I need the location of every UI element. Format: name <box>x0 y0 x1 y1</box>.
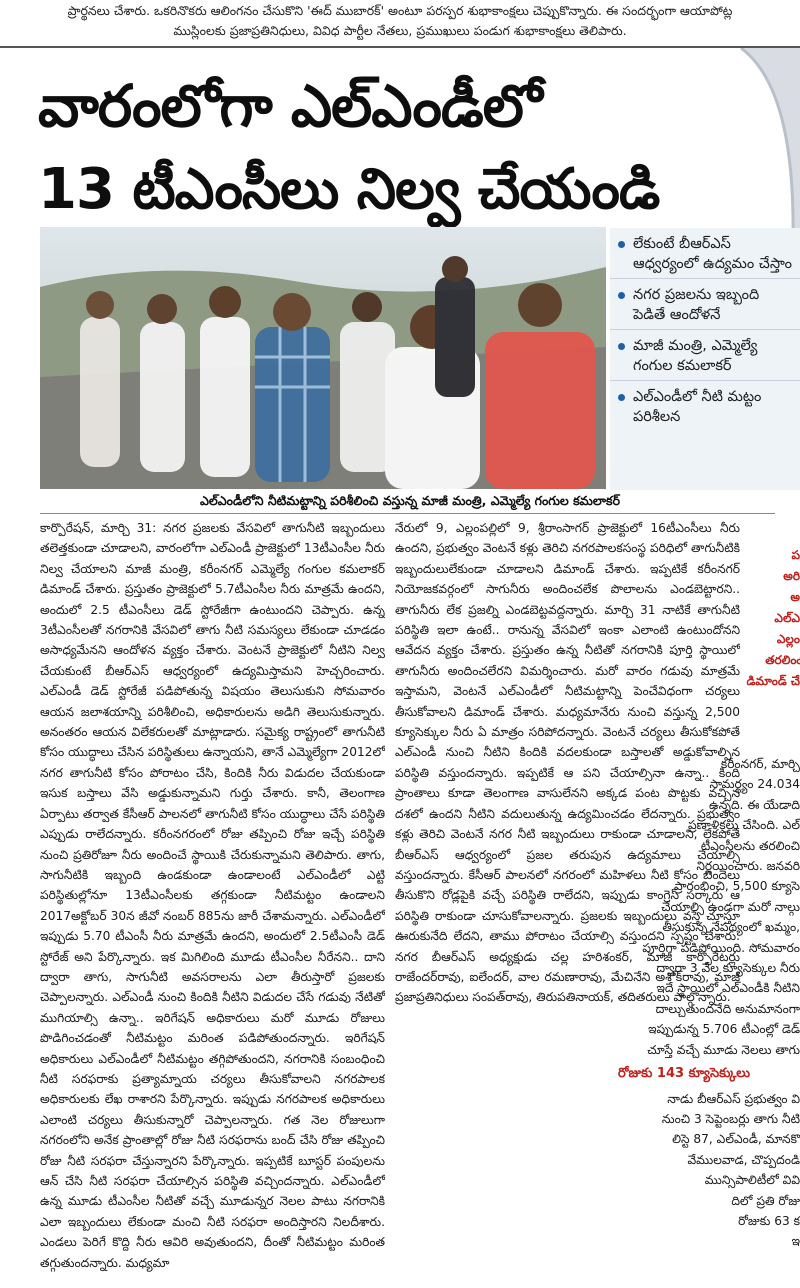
subheading: రోజుకు 143 క్యూసెక్కులు <box>618 1066 751 1082</box>
pull-quote-line: డిమాండ్ చే <box>746 674 800 688</box>
adjacent-line: లిస్టె 87, ఎల్ఎండీ, మానకొ <box>672 1132 800 1147</box>
adjacent-line: నాడు బీఆర్ఎస్ ప్రభుత్వం వి <box>667 1091 800 1106</box>
bullet-icon <box>618 394 625 401</box>
adjacent-line: సామర్థ్యం 24.034 <box>709 777 800 792</box>
headline-line-2: 13 టీఎంసీలు నిల్వ చేయండి <box>38 157 660 222</box>
news-photo <box>40 227 606 489</box>
adjacent-line: ఇ <box>791 1234 800 1249</box>
highlight-item <box>610 330 800 381</box>
highlight-text: నగర ప్రజలను ఇబ్బంది పెడితే ఆందోళనే <box>633 287 760 323</box>
adjacent-line: ద్వారా 3 వేల క్యూసెక్కుల నీరు <box>656 961 800 976</box>
highlight-item <box>610 279 800 330</box>
news-photo-illustration <box>40 227 606 489</box>
adjacent-line: మున్సిపాలిటీలో వివి <box>704 1173 800 1188</box>
adjacent-line: ప్రణాళికలు చేసింది. ఎల్ <box>688 818 800 833</box>
article-column-1 <box>40 518 385 1276</box>
adjacent-line: వేములవాడ, చొప్పదండి <box>687 1152 800 1167</box>
top-strip-line-1: ప్రార్థనలు చేశారు. ఒకరినొకరు ఆలింగనం చేసుకొని 'ఈద్ ముబారక్' అంటూ పరస్పర శుభాకాంక్షలు చెప్పుకొన్నారు. ఈ సందర్భంగా ఆయాపోట్ల <box>67 3 733 18</box>
adjacent-line: నిర్ణయించారు. జనవరి <box>696 859 800 874</box>
highlight-text: ఎల్ఎండీలో నీటి మట్టం పరిశీలన <box>633 389 762 425</box>
bullet-icon <box>618 343 625 350</box>
highlights-box <box>610 228 800 490</box>
adjacent-line: తీసుకున్న నేపథ్యంలో ఖమ్మం, <box>662 920 800 935</box>
adjacent-line: ఉన్నది. ఈ యేడాది <box>709 797 800 812</box>
adjacent-line: ప్రారంభించి, 5,500 క్యూసె <box>673 879 800 894</box>
adjacent-line: ఇప్పుడున్న 5.706 టీఎంల్లో డెడ్ <box>648 1022 800 1037</box>
highlight-text: లేకుంటే బీఆర్ఎస్ ఆధ్వర్యంలో ఉద్యమం చేస్తాం <box>633 236 792 272</box>
article-paragraph: కార్పొరేషన్, మార్చి 31: నగర ప్రజలకు వేసవిలో తాగునీటి ఇబ్బందులు తలెత్తకుండా చూడాలని, వారంలోగా ఎల్ఎండీ ప్రాజెక్టులో 13టీఎంసీల నీరు నిల్వ చేయాలని మాజీ మంత్రి, కరీంనగర్ ఎమ్మెల్యే గంగుల కమలాకర్ డిమాండ్ చేశారు. ప్రస్తుతం ప్రాజెక్టులో 5.7టీఎంసీల నీరు మాత్రమే ఉందని, అందులో 2.5 టీఎంసీలు డెడ్ స్టోరేజీగా ఉంటుందని చెప్పారు. ఉన్న 3టీఎంసీలతో నగరానికి వేసవిలో తాగు నీటి సమస్యలు లేకుండా చూడడం అసాధ్యమేనని ఆందోళన వ్యక్తం చేశారు. వెంటనే ప్రాజెక్టులో నీటిని నిల్వ చేయకుంటే బీఆర్ఎస్ ఆధ్వర్యంలో ఉద్యమిస్తామని హెచ్చరించారు. ఎల్ఎండీ డెడ్ స్టోరేజీ పడిపోతున్న విషయం తెలుసుకుని సోమవారం ఆయన జలాశయాన్ని పరిశీలించి, అధికారులను అడిగి తెలుసుకున్నారు. అనంతరం ఆయన విలేకరులతో మాట్లాడారు. సమైక్య రాష్ట్రంలో తాగునీటి కోసం యుద్ధాలు చేసిన పరిస్థితులు ఉన్నాయని, తానే ఎమ్మెల్యేగా 2012లో నగర తాగునీటి కోసం పోరాటం చేసి, కిందికి నీరు విడుదల చేయకుండా ఇసుక బస్తాలు వేసి అడ్డుకున్నామని గుర్తు చేశారు. కానీ, తెలంగాణ ఏర్పాటు తర్వాత కేసీఆర్ పాలనలో తాగునీటి కోసం యుద్ధాలు చేసే పరిస్థితి ఎప్పుడు రాలేదన్నారు. కరీంనగరంలో రోజు తప్పించి రోజు ఇచ్చే పరిస్థితి నుంచి ప్రతిరోజూ నీరు అందించే స్థాయికి చేరుకున్నామని తెలిపారు. తాగు, సాగునీటికి ఇబ్బంది ఉండకుండా ఉండాలంటే ఎల్ఎండీలో ఎట్టి పరిస్థితుల్లోనూ 13టీఎంసీలకు తగ్గకుండా నీటిమట్టం ఉండాలని 2017అక్టోబర్ 30న జీవో నంబర్ 885ను జారీ చేశామన్నారు. ఎల్ఎండీలో ఇప్పుడు 5.70 టీఎంసీ నీరు మాత్రమే ఉందని, అందులో 2.5టీఎంసీ డెడ్ స్టోరేజ్ అని పేర్కొన్నారు. ఇక మిగిలింది మూడు టీఎంసీల నీరేనని.. దాని ద్వారా తాగు, సాగునీటి అవసరాలను ఎలా తీరుస్తారో ప్రజలకు చెప్పాలన్నారు. ఎల్ఎండీ నుంచి కిందికి నీటిని విడుదల చేసే గడువు నేటితో ముగియాల్సి ఉన్నా.. ఇరిగేషన్ అధికారులు మరో మూడు రోజులు పొడిగించడంతో నీటిమట్టం మరింత పడిపోతుందన్నారు. ఇరిగేషన్ అధికారులు ఎల్ఎండీలో నీటిమట్టం తగ్గిపోతుందని, నగరానికి సంబంధించి నీటి సరఫరాకు ప్రత్యామ్నాయ చర్యలు తీసుకోవాలని నగరపాలక అధికారులకు లేఖ రాశారని పేర్కొన్నారు. ఇప్పుడు నగరపాలక అధికారులు ఎలాంటి చర్యలు తీసుకున్నారో చెప్పాలన్నారు. గత నెల రోజులుగా నగరంలోని అనేక ప్రాంతాల్లో రోజు నీటి సరఫరాను బంద్ చేసి రోజు తప్పించి రోజు నీటి సరఫరా చేస్తున్నారని పేర్కొన్నారు. ఇప్పటికే బూస్టర్ పంపులను ఆన్ చేసి నీటి సరఫరా చేయాల్సిన పరిస్థితి వచ్చిందన్నారు. ఎల్ఎండీలో ఉన్న మూడు టీఎంసీల నీటితో వచ్చే మూడున్నర నెలల పాటు నగరానికి ఎలా ఇబ్బందులు లేకుండా మంచి నీటి సరఫరా అందిస్తారని నిలదీశారు. ఎండలు పెరిగే కొద్ది నీరు ఆవిరి అవుతుందని, దీంతో నీటిమట్టం మరింత తగ్గుతుందన్నారు. మధ్యమా <box>40 521 385 1270</box>
pull-quote-line: అ <box>790 590 800 604</box>
adjacent-line: పూర్తిగా పడిపోయింది. సోమవారం <box>642 940 800 955</box>
adjacent-line: ఇదే స్థాయిలో ఎల్ఎండీకి నీటిని <box>656 981 800 996</box>
headline-line-1: వారంలోగా ఎల్ఎండీలో <box>38 72 542 140</box>
pull-quote <box>618 545 800 692</box>
adjacent-line: టీఎంసీలను తరలించి <box>700 838 800 853</box>
pull-quote-line: ప <box>791 548 800 562</box>
top-strip <box>0 0 800 44</box>
photo-caption: ఎల్ఎండీలోని నీటిమట్టాన్ని పరిశీలించి వస్తున్న మాజీ మంత్రి, ఎమ్మెల్యే గంగుల కమలాకర్ <box>199 493 620 508</box>
highlight-text: మాజీ మంత్రి, ఎమ్మెల్యే గంగుల కమలాకర్ <box>633 338 758 374</box>
highlight-item <box>610 228 800 279</box>
adjacent-line: రోజుకు 63 క <box>738 1213 800 1228</box>
pull-quote-line: ఎల్ఎ <box>774 611 800 625</box>
adjacent-line: చూస్తే వచ్చే మూడు నెలలు తాగు <box>647 1042 800 1057</box>
adjacent-article-column <box>618 545 800 1276</box>
adjacent-line: దాల్చుతుందనేది అనుమానంగా <box>655 1001 800 1016</box>
pull-quote-line: అరి <box>783 569 800 583</box>
caption-divider <box>40 513 775 514</box>
bullet-icon <box>618 241 625 248</box>
adjacent-line: కరీంనగర్, మార్చి <box>720 757 800 771</box>
article-paragraph: నేరులో 9, ఎల్లంపల్లిలో 9, శ్రీరాంసాగర్ ప్రాజెక్టులో 16టీఎంసీలు నీరు ఉందని, ప్రభుత్వం వెంటనే కళ్లు తెరిచి నగరపాలకసంస్థ పరిధిలో తాగునీటికి ఇబ్బందులులేకుండా చూడాలని డిమాండ్ చేశారు. ఇప్పటికే కరీంనగర్ నియోజకవర్గంలో సాగునీరు అందించలేక పొలాలను ఎండబెట్టారని.. తాగునీరు లేక ప్రజల్ని ఎండబెట్టవద్దన్నారు. మార్చి 31 నాటికే తాగునీటి పరిస్థితి ఇలా ఉంటే.. రానున్న వేసవిలో ఇంకా ఎలాంటి ఉంటుందోనని ఆవేదన వ్యక్తం చేశారు. ప్రస్తుతం ఉన్న నీటితో నగరానికి పూర్తి స్థాయిలో తాగునీరు అందించలేరని విమర్శించారు. మరో వారం గడువు మాత్రమే ఇస్తామని, వెంటనే ఎల్ఎండీలో నీటిమట్టాన్ని పెంచేవిధంగా చర్యలు తీసుకోవాలని డిమాండ్ చేశారు. మధ్యమానేరు నుంచి వస్తున్న 2,500 క్యూసెక్కుల నీరు ఏ మాత్రం సరిపోదన్నారు. వెంటనే చర్యలు తీసుకోకపోతే ఎల్ఎండీ నుంచి నీటిని కిందికి వదలకుండా బస్తాలతో అడ్డుకోవాల్సిన పరిస్థితి వస్తుందన్నారు. ఇప్పటికే ఆ పని చేయాల్సినా ఉన్నా.. కింది ప్రాంతాలు కూడా తెలంగాణ వాసులేనని అక్కడ పంట పొట్టకు వచ్చిన దశలో ఉందని నీటిని వదులుతున్న ఉద్యమించడం లేదన్నారు. ప్రభుత్వం కళ్లు తెరిచి వెంటనే నగర నీటి ఇబ్బందులు రాకుండా చూడాలని, లేకపోతే బీఆర్ఎస్ ఆధ్వర్యంలో ప్రజల తరుపున ఉద్యమాలు చేయాల్సి వస్తుందన్నారు. కేసీఆర్ పాలనలో నగరంలో మహిళలు నీటి కోసం బిందెలు తీసుకొని రోడ్లపైకి వచ్చే పరిస్థితి రాలేదని, ఇప్పుడు కాంగ్రెస్ సర్కారు ఆ పరిస్థితి రాకుండా చూసుకోవాలన్నారు. ప్రజలకు ఇబ్బందులు వస్తే చూస్తూ ఊరుకునేది లేదని, తాము పోరాటం చేయాల్సి వస్తుందని స్పష్టం చేశారు. నగర బీఆర్ఎస్ అధ్యక్షుడు చల్ల హరిశంకర్, మాజీ కార్పొరేటర్లు రాజేందర్‌రావు, ఐలేందర్, వాల రమణారావు, మేచినేని అశోక్‌రావు, మాజీ ప్రజాప్రతినిధులు సంపత్‌రావు, తిరుపతినాయక్, తదితరులు పాల్గొన్నారు. <box>395 521 740 1005</box>
adjacent-line: దిలో ప్రతి రోజు <box>731 1193 800 1208</box>
highlight-item <box>610 381 800 431</box>
adjacent-line: చేయాల్సి ఉండగా మరో నాల్గు <box>661 899 800 914</box>
adjacent-line: నుంచి 3 సెప్టెంబర్లు తాగు నీటి <box>661 1111 800 1126</box>
top-divider <box>0 46 800 48</box>
bullet-icon <box>618 292 625 299</box>
pull-quote-line: తరలింఁ <box>765 653 800 667</box>
pull-quote-line: ఎల్లం <box>776 632 800 646</box>
top-strip-line-2: ముస్లింలకు ప్రజాప్రతినిధులు, వివిధ పార్టీల నేతలు, ప్రముఖులు పండుగ శుభాకాంక్షలు తెలిపారు. <box>173 23 627 38</box>
